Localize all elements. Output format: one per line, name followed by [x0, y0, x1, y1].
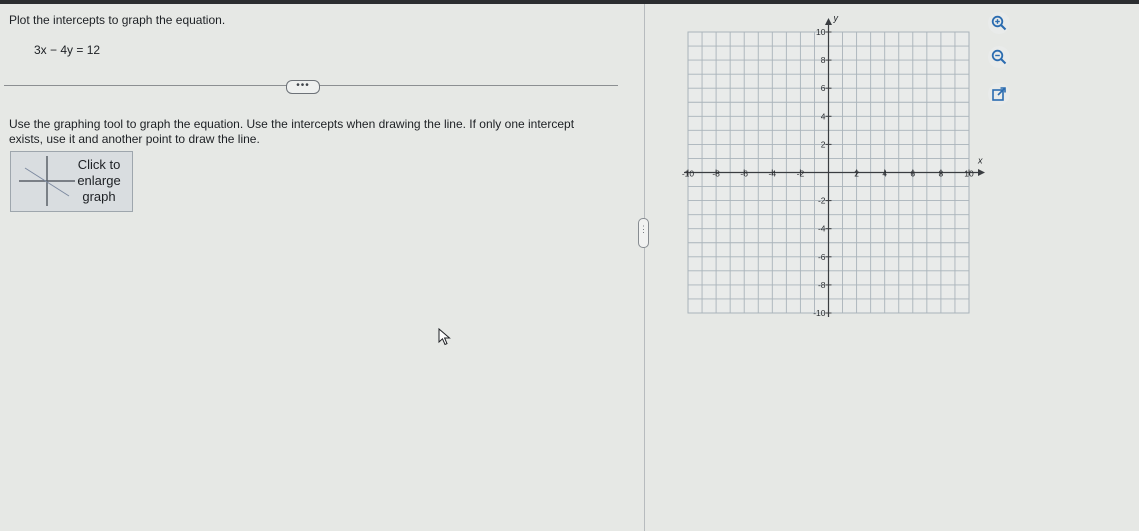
question-pane [0, 4, 644, 531]
instruction-text: Plot the intercepts to graph the equation. [9, 13, 226, 27]
coordinate-graph[interactable] [676, 10, 981, 320]
x-tick-label: -6 [740, 168, 748, 179]
x-tick-label: 8 [938, 168, 944, 179]
pane-divider [644, 4, 645, 531]
popout-icon [991, 86, 1007, 102]
y-tick-label: -4 [817, 223, 826, 234]
x-axis-arrow [978, 169, 985, 176]
x-tick-label: -10 [681, 168, 695, 179]
mouse-pointer-icon [438, 328, 452, 346]
y-tick-label: -2 [817, 195, 826, 206]
graph-thumbnail-icon [19, 156, 75, 206]
zoom-out-button[interactable] [988, 46, 1010, 68]
enlarge-line-1: Click to [77, 157, 121, 172]
x-tick-label: -2 [796, 168, 805, 179]
more-options-button[interactable]: ••• [286, 80, 320, 94]
x-tick-label: 4 [882, 168, 888, 179]
zoom-out-icon [991, 49, 1007, 65]
y-tick-label: -10 [813, 308, 826, 318]
y-tick-label: -8 [817, 279, 826, 290]
enlarge-graph-label [71, 157, 127, 205]
x-tick-label: 6 [910, 168, 916, 179]
enlarge-line-2: enlarge [77, 173, 121, 188]
y-tick-label: 8 [820, 55, 826, 66]
x-tick-label: 10 [964, 168, 974, 179]
x-tick-label: -8 [712, 168, 720, 179]
pane-resize-handle[interactable]: ⋮ [638, 218, 649, 248]
y-tick-label: 4 [820, 111, 826, 122]
x-tick-label: 2 [854, 168, 859, 179]
y-axis-arrow [825, 18, 832, 25]
y-tick-label: -6 [817, 251, 826, 262]
enlarge-graph-button[interactable] [10, 151, 133, 212]
zoom-in-button[interactable] [988, 12, 1010, 34]
directions-text: Use the graphing tool to graph the equation. Use the intercepts when drawing the line. If only one intercept exists, use it and another point to draw the line. [9, 117, 575, 146]
enlarge-line-3: graph [82, 189, 116, 204]
x-axis-label: x [978, 155, 983, 166]
equation: 3x − 4y = 12 [34, 43, 101, 57]
zoom-in-icon [991, 15, 1007, 31]
y-tick-label: 10 [816, 27, 826, 37]
y-axis-label: y [833, 13, 838, 23]
y-tick-label: 2 [820, 139, 826, 150]
x-tick-label: -4 [768, 168, 777, 179]
y-tick-label: 6 [820, 83, 826, 94]
popout-button[interactable] [988, 83, 1010, 105]
